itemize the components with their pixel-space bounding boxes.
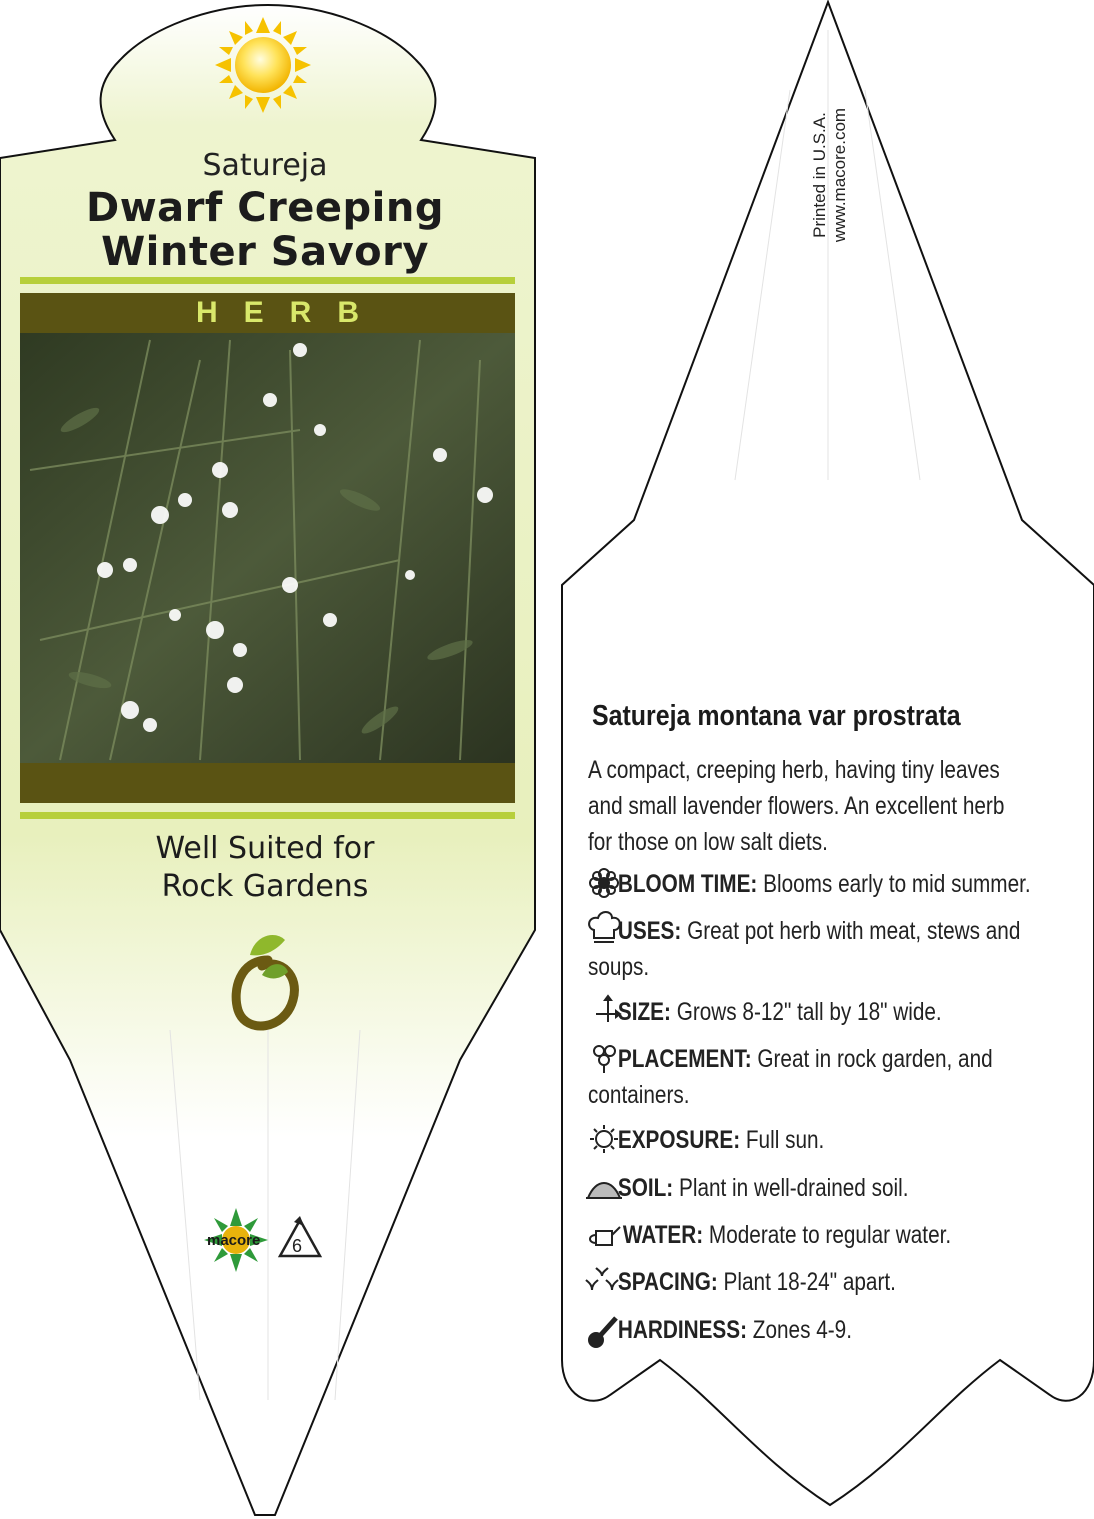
tagline — [0, 830, 530, 906]
attr-soil — [588, 1170, 1053, 1206]
attr-value: Grows 8-12" tall by 18" wide. — [676, 998, 942, 1026]
attr-water — [588, 1217, 1053, 1253]
attr-label: EXPOSURE: — [617, 1126, 741, 1154]
attr-value: Full sun. — [745, 1126, 825, 1154]
attr-label: SIZE: — [617, 998, 671, 1026]
tagline-line1: Well Suited for — [155, 831, 375, 866]
attr-hardiness — [588, 1312, 1053, 1348]
attr-uses — [588, 913, 1053, 985]
attr-label: SPACING: — [617, 1268, 718, 1296]
attr-label: HARDINESS: — [617, 1316, 748, 1344]
attr-value: Great in rock garden, and containers. — [588, 1045, 993, 1109]
attr-value: Zones 4-9. — [752, 1316, 852, 1344]
brand-name: macore — [207, 1232, 261, 1249]
attr-label: USES: — [617, 917, 682, 945]
attr-label: WATER: — [622, 1221, 704, 1249]
attr-spacing — [588, 1264, 1053, 1300]
genus-name: Satureja — [202, 148, 328, 183]
attr-value: Great pot herb with meat, stews and soups. — [588, 917, 1021, 981]
plant-category: HERB — [196, 296, 386, 329]
common-name — [0, 186, 530, 274]
attr-size — [588, 994, 1053, 1030]
attr-value: Plant in well-drained soil. — [678, 1174, 909, 1202]
attr-placement — [588, 1041, 1053, 1113]
attr-exposure — [588, 1122, 1053, 1158]
common-name-line2: Winter Savory — [101, 229, 429, 275]
attr-value: Moderate to regular water. — [708, 1221, 952, 1249]
printed-line2: www.macore.com — [830, 107, 849, 243]
attr-label: BLOOM TIME: — [617, 870, 758, 898]
attr-label: PLACEMENT: — [617, 1045, 752, 1073]
attr-label: SOIL: — [617, 1174, 674, 1202]
printed-info — [810, 75, 850, 275]
plant-description: A compact, creeping herb, having tiny leaves and small lavender flowers. An excellent herb for those on low salt diets. — [588, 756, 1005, 856]
scientific-name: Satureja montana var prostrata — [592, 700, 961, 732]
attr-bloom-time — [588, 866, 1053, 902]
common-name-line1: Dwarf Creeping — [86, 185, 444, 231]
attr-value: Plant 18-24" apart. — [723, 1268, 896, 1296]
recycle-number: 6 — [292, 1236, 303, 1256]
attr-value: Blooms early to mid summer. — [763, 870, 1031, 898]
sun-icon — [215, 17, 311, 113]
tagline-line2: Rock Gardens — [161, 869, 369, 904]
printed-line1: Printed in U.S.A. — [810, 112, 829, 238]
